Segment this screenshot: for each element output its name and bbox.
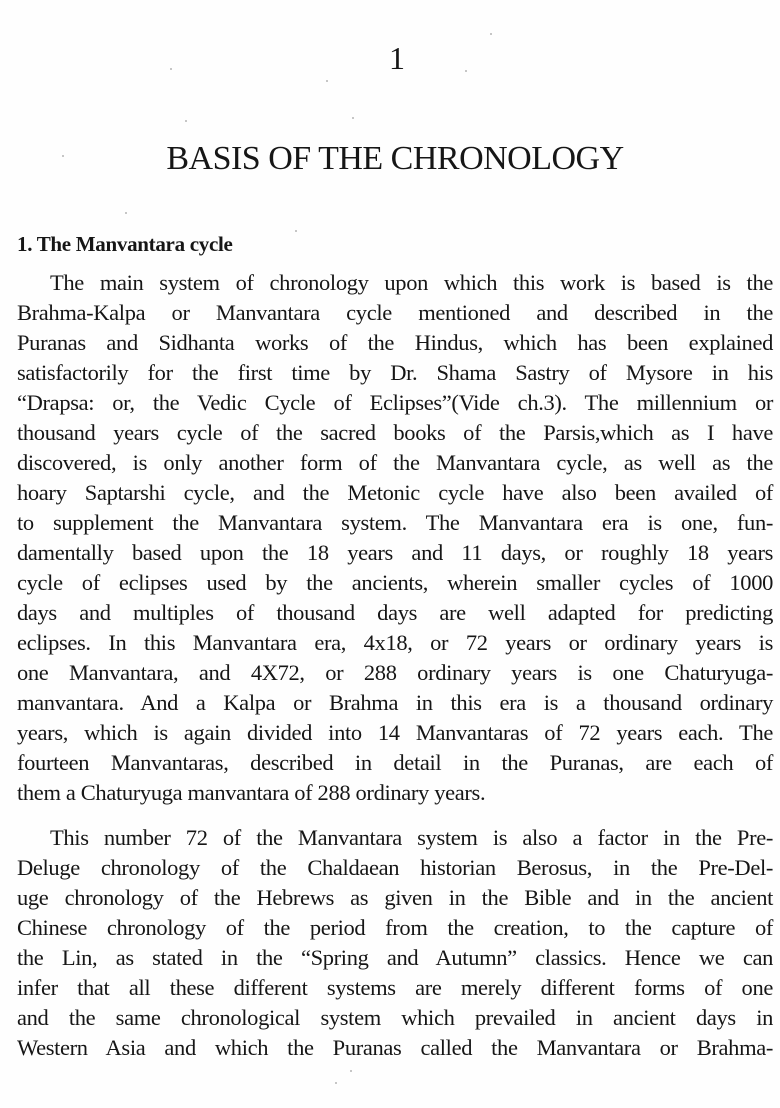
text-line: one Manvantara, and 4X72, or 288 ordinary years is one Chaturyuga- [17, 660, 773, 685]
text-line: This number 72 of the Manvantara system is also a factor in the Pre- [50, 825, 773, 850]
scan-speck [125, 212, 127, 214]
scan-speck [185, 120, 187, 122]
text-line: Brahma-Kalpa or Manvantara cycle mentioned and described in the [17, 300, 773, 325]
text-line: Chinese chronology of the period from the creation, to the capture of [17, 915, 773, 940]
text-line: The main system of chronology upon which this work is based is the [50, 270, 773, 295]
scan-speck [326, 80, 328, 82]
text-line: infer that all these different systems are merely different forms of one [17, 975, 773, 1000]
text-line: hoary Saptarshi cycle, and the Metonic cycle have also been availed of [17, 480, 773, 505]
scan-speck [295, 230, 297, 232]
text-line: years, which is again divided into 14 Manvantaras of 72 years each. The [17, 720, 773, 745]
text-line: uge chronology of the Hebrews as given in the Bible and in the ancient [17, 885, 773, 910]
text-line: cycle of eclipses used by the ancients, wherein smaller cycles of 1000 [17, 570, 773, 595]
text-line: manvantara. And a Kalpa or Brahma in this era is a thousand ordinary [17, 690, 773, 715]
chapter-title: BASIS OF THE CHRONOLOGY [166, 140, 624, 177]
text-line: and the same chronological system which prevailed in ancient days in [17, 1005, 773, 1030]
text-line: them a Chaturyuga manvantara of 288 ordinary years. [17, 780, 486, 805]
scan-speck [335, 1082, 337, 1084]
text-line: eclipses. In this Manvantara era, 4x18, or 72 years or ordinary years is [17, 630, 773, 655]
text-line: “Drapsa: or, the Vedic Cycle of Eclipses”(Vide ch.3). The millennium or [17, 390, 773, 415]
scan-speck [465, 70, 467, 72]
text-line: fourteen Manvantaras, described in detail in the Puranas, are each of [17, 750, 773, 775]
scan-speck [352, 117, 354, 119]
text-line: satisfactorily for the first time by Dr. Shama Sastry of Mysore in his [17, 360, 773, 385]
text-line: the Lin, as stated in the “Spring and Autumn” classics. Hence we can [17, 945, 773, 970]
scan-speck [490, 33, 492, 35]
text-line: damentally based upon the 18 years and 11 days, or roughly 18 years [17, 540, 773, 565]
text-line: Puranas and Sidhanta works of the Hindus, which has been explained [17, 330, 773, 355]
text-line: Western Asia and which the Puranas called the Manvantara or Brahma- [17, 1035, 773, 1060]
scan-speck [350, 1070, 352, 1072]
chapter-number: 1 [389, 40, 405, 76]
scan-speck [62, 155, 64, 157]
text-line: days and multiples of thousand days are well adapted for predicting [17, 600, 773, 625]
text-line: discovered, is only another form of the Manvantara cycle, as well as the [17, 450, 773, 475]
text-line: thousand years cycle of the sacred books of the Parsis,which as I have [17, 420, 773, 445]
scan-speck [170, 68, 172, 70]
section-heading: 1. The Manvantara cycle [17, 232, 233, 256]
text-line: to supplement the Manvantara system. The Manvantara era is one, fun- [17, 510, 773, 535]
text-line: Deluge chronology of the Chaldaean historian Berosus, in the Pre-Del- [17, 855, 773, 880]
